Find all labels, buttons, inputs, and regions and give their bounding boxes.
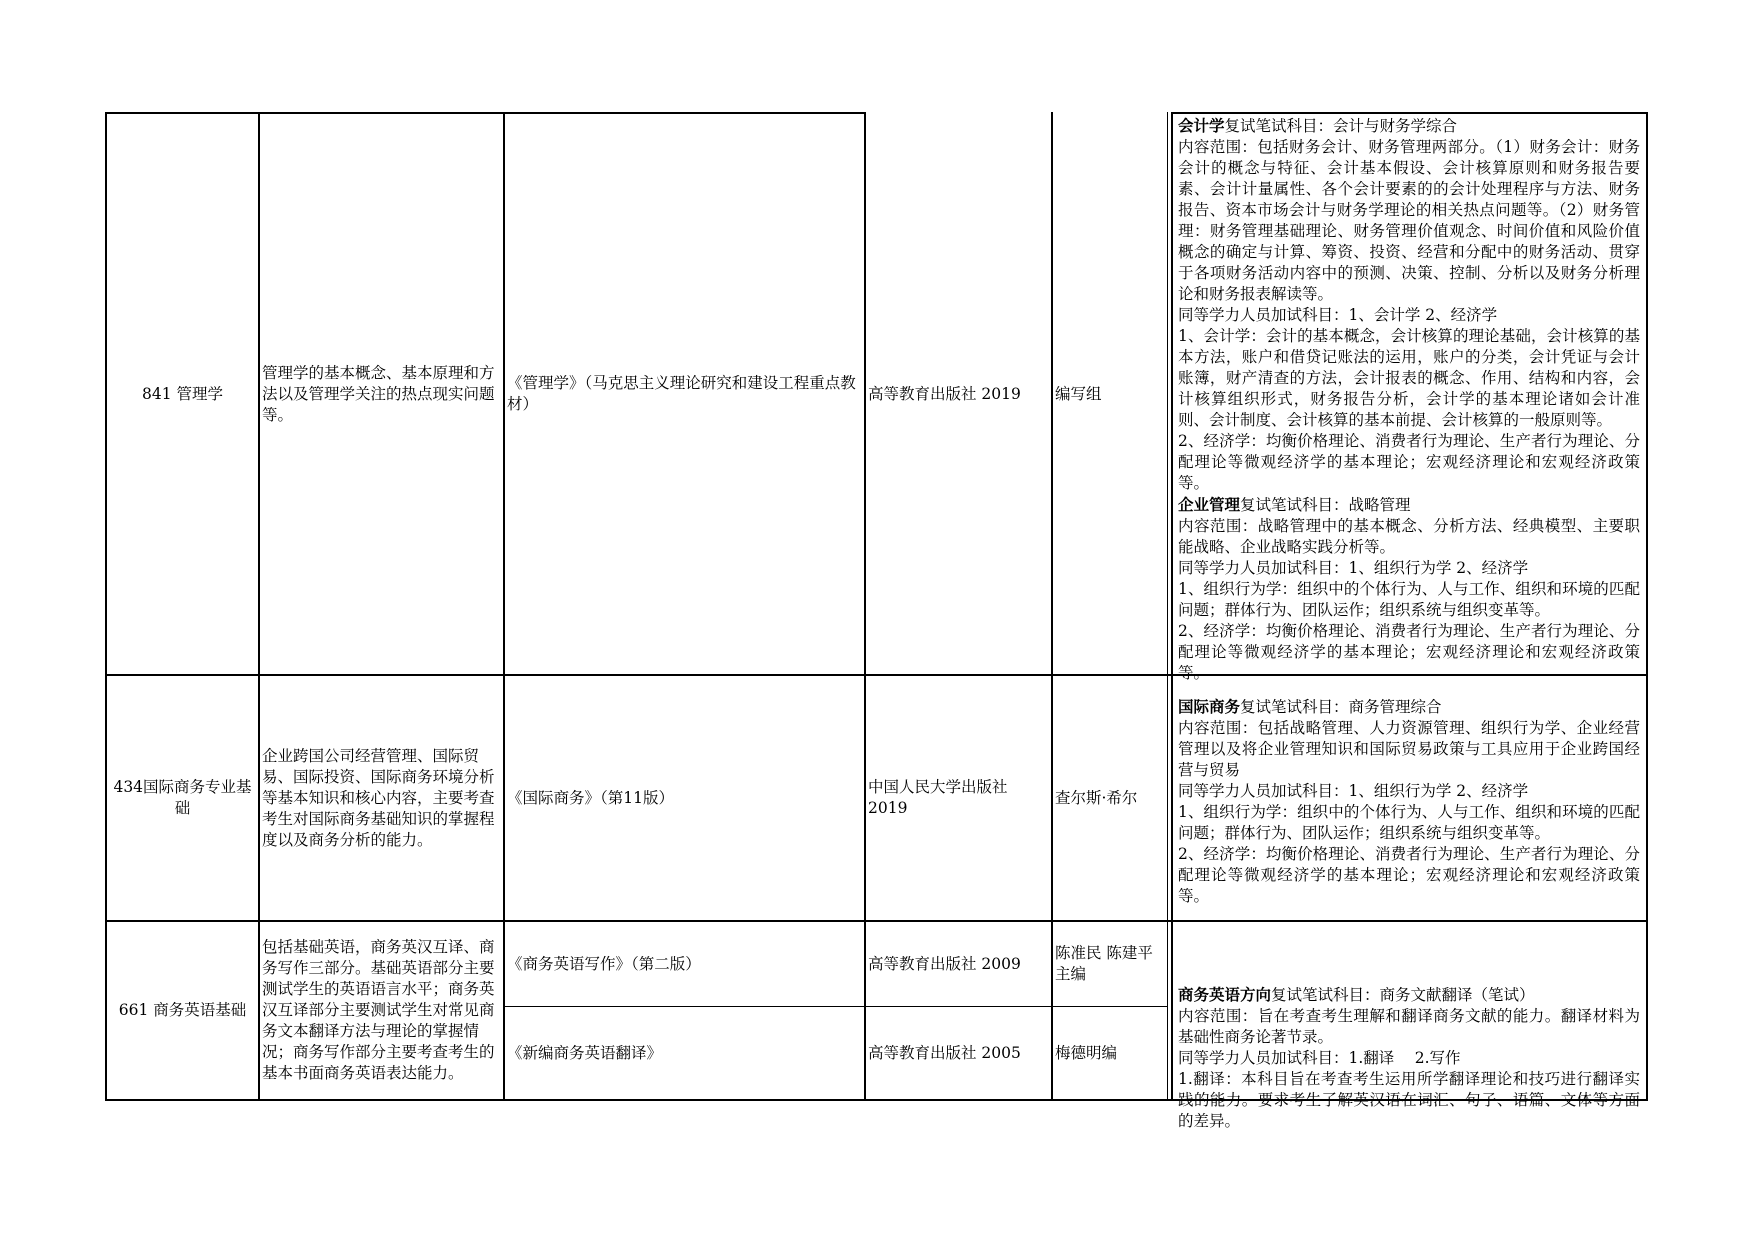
publisher-text: 高等教育出版社 2009 — [868, 954, 1021, 973]
publisher-text: 中国人民大学出版社 2019 — [868, 778, 1008, 817]
notes-para: 会计学复试笔试科目：会计与财务学综合 — [1178, 116, 1458, 135]
book-title: 《商务英语写作》（第二版） — [507, 954, 701, 973]
publisher-text: 高等教育出版社 2019 — [868, 384, 1021, 403]
row3-book-1 — [505, 922, 864, 1006]
row3-scope — [260, 922, 503, 1099]
author-text: 查尔斯·希尔 — [1055, 788, 1138, 807]
row3-publisher-1 — [866, 922, 1051, 1006]
notes-para: 2、经济学：均衡价格理论、消费者行为理论、生产者行为理论、分配理论等微观经济学的基本理论；宏观经济理论和宏观经济政策等。 — [1178, 622, 1640, 682]
major-heading: 企业管理 — [1178, 495, 1241, 514]
author-text: 编写组 — [1055, 384, 1102, 403]
row2-subject — [107, 676, 258, 920]
notes-para: 国际商务复试笔试科目：商务管理综合 — [1178, 697, 1442, 716]
col-border-6 — [1646, 112, 1648, 1101]
row1-publisher — [866, 114, 1051, 674]
scope-text: 企业跨国公司经营管理、国际贸易、国际投资、国际商务环境分析等基本知识和核心内容，主要考查考生对国际商务基础知识的掌握程度以及商务分析的能力。 — [262, 746, 495, 849]
row1-book — [505, 114, 864, 674]
notes-para: 2、经济学：均衡价格理论、消费者行为理论、生产者行为理论、分配理论等微观经济学的基本理论；宏观经济理论和宏观经济政策等。 — [1178, 845, 1640, 905]
notes-para: 1、组织行为学：组织中的个体行为、人与工作、组织和环境的匹配问题；群体行为、团队运作；组织系统与组织变革等。 — [1178, 580, 1640, 619]
row3-subject — [107, 922, 258, 1099]
publisher-text: 高等教育出版社 2005 — [868, 1043, 1021, 1062]
notes-para: 内容范围：包括财务会计、财务管理两部分。（1）财务会计：财务会计的概念与特征、会计基本假设、会计核算原则和财务报告要素、会计计量属性、各个会计要素的的会计处理程序与方法、财务报告、资本市场会计与财务学理论的相关热点问题等。（2）财务管理：财务管理基础理论、财务管理价值观念、时间价值和风险价值概念的确定与计算、筹资、投资、经营和分配中的财务活动、贯穿于各项财务活动内容中的预测、决策、控制、分析以及财务分析理论和财务报表解读等。 — [1178, 138, 1640, 303]
row3-notes — [1173, 922, 1646, 1130]
notes-para: 同等学力人员加试科目：1、组织行为学 2、经济学 — [1178, 782, 1529, 800]
notes-para: 商务英语方向复试笔试科目：商务文献翻译（笔试） — [1178, 985, 1535, 1004]
row2-book — [505, 676, 864, 920]
notes-para: 1、会计学：会计的基本概念，会计核算的理论基础，会计核算的基本方法，账户和借贷记账法的运用，账户的分类，会计凭证与会计账簿，财产清查的方法，会计报表的概念、作用、结构和内容，会计核算组织形式，财务报告分析，会计学的基本理论诸如会计准则、会计制度、会计核算的基本前提、会计核算的一般原则等。 — [1178, 327, 1640, 429]
major-heading: 会计学 — [1178, 116, 1225, 135]
col-border-4b — [1167, 112, 1168, 1101]
row2-publisher — [866, 676, 1051, 920]
row3-book-2 — [505, 1007, 864, 1099]
author-text: 陈准民 陈建平主编 — [1055, 944, 1153, 983]
notes-para: 内容范围：战略管理中的基本概念、分析方法、经典模型、主要职能战略、企业战略实践分析等。 — [1178, 517, 1640, 556]
subject-label: 841 管理学 — [141, 384, 223, 403]
book-title: 《管理学》（马克思主义理论研究和建设工程重点教材） — [507, 374, 856, 413]
subject-label: 434国际商务专业基础 — [113, 778, 252, 817]
notes-para: 1、组织行为学：组织中的个体行为、人与工作、组织和环境的匹配问题；群体行为、团队运作；组织系统与组织变革等。 — [1178, 803, 1640, 842]
row2-notes — [1173, 676, 1646, 920]
row1-author — [1053, 114, 1167, 674]
scope-text: 包括基础英语，商务英汉互译、商务写作三部分。基础英语部分主要测试学生的英语语言水平；商务英汉互译部分主要测试学生对常见商务文本翻译方法与理论的掌握情况；商务写作部分主要考查考生的基本书面商务英语表达能力。 — [262, 938, 495, 1082]
row1-scope — [260, 114, 503, 674]
row2-author — [1053, 676, 1167, 920]
row3-publisher-2 — [866, 1007, 1051, 1099]
book-title: 《新编商务英语翻译》 — [507, 1043, 663, 1062]
major-heading: 商务英语方向 — [1178, 985, 1272, 1004]
notes-para: 企业管理复试笔试科目：战略管理 — [1178, 495, 1411, 514]
author-text: 梅德明编 — [1055, 1043, 1118, 1062]
row1-subject — [107, 114, 258, 674]
book-title: 《国际商务》（第11版） — [507, 788, 674, 807]
row3-author-2 — [1053, 1007, 1167, 1099]
notes-para: 内容范围：旨在考查考生理解和翻译商务文献的能力。翻译材料为基础性商务论著节录。 — [1178, 1007, 1640, 1046]
notes-para: 1.翻译：本科目旨在考查考生运用所学翻译理论和技巧进行翻译实践的能力。要求考生了解英汉语在词汇、句子、语篇、文体等方面的差异。 — [1178, 1070, 1640, 1130]
row2-scope — [260, 676, 503, 920]
subject-label: 661 商务英语基础 — [118, 1001, 247, 1019]
notes-para: 2、经济学：均衡价格理论、消费者行为理论、生产者行为理论、分配理论等微观经济学的基本理论；宏观经济理论和宏观经济政策等。 — [1178, 432, 1640, 492]
scope-text: 管理学的基本概念、基本原理和方法以及管理学关注的热点现实问题等。 — [262, 363, 495, 424]
notes-para: 同等学力人员加试科目：1、会计学 2、经济学 — [1178, 306, 1498, 324]
notes-para: 同等学力人员加试科目：1、组织行为学 2、经济学 — [1178, 559, 1529, 577]
row1-notes — [1173, 114, 1646, 682]
notes-para: 同等学力人员加试科目：1.翻译 2.写作 — [1178, 1049, 1461, 1067]
row3-author-1 — [1053, 922, 1167, 1006]
notes-para: 内容范围：包括战略管理、人力资源管理、组织行为学、企业经营管理以及将企业管理知识和国际贸易政策与工具应用于企业跨国经营与贸易 — [1178, 719, 1640, 779]
major-heading: 国际商务 — [1178, 697, 1241, 716]
